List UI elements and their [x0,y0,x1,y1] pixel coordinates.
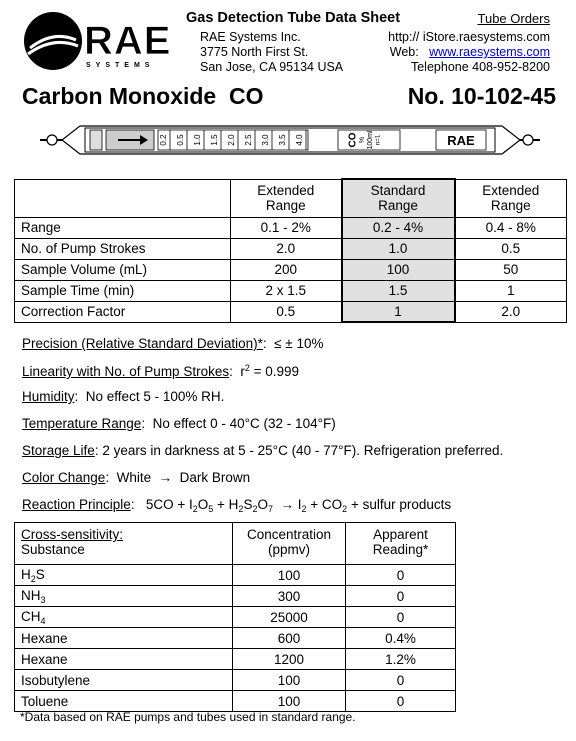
table-cell: 2.0 [455,301,567,322]
reading-cell: 1.2% [346,649,456,670]
table-row [15,649,456,670]
address-line-2: San Jose, CA 95134 USA [200,60,344,74]
concentration-cell: 1200 [233,649,346,670]
table-cell: 1.5 [342,280,455,301]
color-change-label: Color Change [22,470,106,485]
table-cell: 0.5 [231,301,342,322]
concentration-header: Concentration (ppmv) [246,527,332,557]
temperature-line: Temperature Range: No effect 0 - 40°C (32 - 104°F) [22,416,336,431]
web-line [388,45,550,60]
phone: Telephone 408-952-8200 [410,60,550,74]
reading-cell: 0 [346,607,456,628]
store-url: http:// iStore.raesystems.com [388,30,550,44]
company-name: RAE Systems Inc. [200,30,301,44]
substance-cell [15,649,233,670]
humidity-line: Humidity: No effect 5 - 100% RH. [22,389,225,404]
temperature-value: No effect 0 - 40°C (32 - 104°F) [152,416,336,431]
linearity-line: Linearity with No. of Pump Strokes: $r^2 = 0.999$ [22,363,300,379]
tube-label-vol: 100ml [366,130,374,150]
precision-value: ≤ ± 10% [274,336,324,351]
table-row [15,586,456,607]
table-row [15,259,567,280]
table-row [15,565,456,586]
table-row [15,670,456,691]
table-cell: 0.4 - 8% [455,217,567,238]
header-cell-substance [15,523,233,565]
scale-label: 1.0 [193,134,203,146]
substance-base: H [21,566,31,582]
tube-brand: RAE [447,133,475,148]
substance-base: NH [21,587,41,603]
contact-info [388,30,550,75]
table-row [15,301,567,322]
table-cell: 1.0 [342,238,455,259]
gas-title: Carbon Monoxide CO [22,83,264,109]
color-from: White [116,470,152,485]
table-cell: 100 [342,259,455,280]
tube-label-unit: % [358,136,366,144]
row-label: Range [15,217,231,238]
header-text: Extended Range [482,183,540,213]
table-row [15,217,567,238]
scale-label: 3.5 [278,134,288,146]
substance-tail: S [35,566,45,582]
tube-diagram [40,118,540,162]
table-cell: 50 [455,259,567,280]
scale-label: 1.5 [210,134,220,146]
substance-cell [15,691,233,712]
concentration-cell: 100 [233,670,346,691]
logo-text: RAE [84,19,172,63]
table-row [15,607,456,628]
linearity-value: = 0.999 [253,364,300,379]
scale-label: 4.0 [295,134,305,146]
cross-sensitivity-table [14,522,456,712]
reaction-label: Reaction Principle [22,497,131,512]
linearity-sup: 2 [244,363,250,373]
table-row [15,628,456,649]
header-text: Extended Range [257,183,315,213]
table-cell: 2.0 [231,238,342,259]
concentration-cell: 100 [233,565,346,586]
row-label: Sample Time (min) [15,280,231,301]
substance-base: CH [21,608,41,624]
rae-logo [22,10,182,72]
table-row [15,280,567,301]
table-row [15,691,456,712]
arrow-right-icon: → [154,470,176,485]
cross-title: Cross-sensitivity: [21,527,124,542]
reading-header: Apparent Reading* [372,527,429,557]
address-line-1: 3775 North First St. [200,45,309,59]
substance-subscript: 3 [40,594,46,605]
substance-base: Hexane [21,630,68,646]
company-address [200,30,343,75]
table-cell: 0.5 [455,238,567,259]
reading-cell: 0 [346,670,456,691]
linearity-label: Linearity with No. of Pump Strokes [22,364,230,379]
substance-cell [15,565,233,586]
color-change-line: Color Change: White → Dark Brown [22,470,251,485]
humidity-value: No effect 5 - 100% RH. [85,389,225,404]
substance-cell [15,628,233,649]
header-cell-standard [342,179,455,217]
table-cell: 2 x 1.5 [231,280,342,301]
header-cell-concentration [233,523,346,565]
precision-label: Precision (Relative Standard Deviation)* [22,336,263,351]
tube-label-gas: CO [347,132,359,148]
reading-cell: 0 [346,565,456,586]
range-table-header [15,179,567,217]
humidity-label: Humidity [22,389,75,404]
footnote: *Data based on RAE pumps and tubes used in standard range. [20,710,356,724]
reaction-equation: $5CO + I_2O_5 + H_2S_2O_7 \to I_2 + CO_2$ + sulfur products [145,497,452,514]
tube-label-n: n=1 [375,134,382,146]
row-label: No. of Pump Strokes [15,238,231,259]
precision-line: Precision (Relative Standard Deviation)*: ≤ ± 10% [22,336,324,351]
logo-subtext: SYSTEMS [86,62,155,69]
concentration-cell: 600 [233,628,346,649]
concentration-cell: 300 [233,586,346,607]
doc-title: Gas Detection Tube Data Sheet [186,10,401,26]
header-text: Standard Range [370,183,426,214]
reading-cell: 0 [346,586,456,607]
substance-header: Substance [21,542,85,557]
header-cell-reading [346,523,456,565]
scale-label: 0.5 [176,134,186,146]
substance-base: Isobutylene [21,672,91,688]
substance-subscript: 2 [30,573,36,584]
storage-line: Storage Life: 2 years in darkness at 5 - 25°C (40 - 77°F). Refrigeration preferred. [22,443,504,458]
row-label: Correction Factor [15,301,231,322]
concentration-cell: 25000 [233,607,346,628]
concentration-cell: 100 [233,691,346,712]
tube-orders-link[interactable]: Tube Orders [477,11,550,26]
storage-label: Storage Life [22,443,95,458]
table-cell: 0.2 - 4% [342,217,455,238]
substance-base: Hexane [21,651,68,667]
tube-number: No. 10-102-45 [407,83,556,109]
cross-table-header [15,523,456,565]
scale-label: 0.2 [159,134,169,146]
substance-cell [15,586,233,607]
header-cell [15,179,231,217]
table-cell: 1 [342,301,455,322]
table-cell: 0.1 - 2% [231,217,342,238]
scale-label: 3.0 [261,134,271,146]
color-to: Dark Brown [179,470,251,485]
storage-value: 2 years in darkness at 5 - 25°C (40 - 77°F). Refrigeration preferred. [102,443,504,458]
header-cell [231,179,342,217]
web-label: Web: [389,45,419,59]
temperature-label: Temperature Range [22,416,142,431]
substance-cell [15,607,233,628]
linearity-r: r [240,364,245,379]
table-row [15,238,567,259]
table-cell: 200 [231,259,342,280]
scale-label: 2.5 [244,134,254,146]
substance-cell [15,670,233,691]
reading-cell: 0 [346,691,456,712]
reading-cell: 0.4% [346,628,456,649]
row-label: Sample Volume (mL) [15,259,231,280]
substance-subscript: 4 [40,615,46,626]
range-table [14,178,567,323]
header-cell [455,179,567,217]
web-url-link[interactable]: www.raesystems.com [429,45,550,59]
scale-label: 2.0 [227,134,237,146]
substance-base: Toluene [21,693,69,709]
table-cell: 1 [455,280,567,301]
reaction-line: Reaction Principle: $5CO + I_2O_5 + H_2S_2O_7 \to I_2 + CO_2$ + sulfur products [22,497,452,514]
